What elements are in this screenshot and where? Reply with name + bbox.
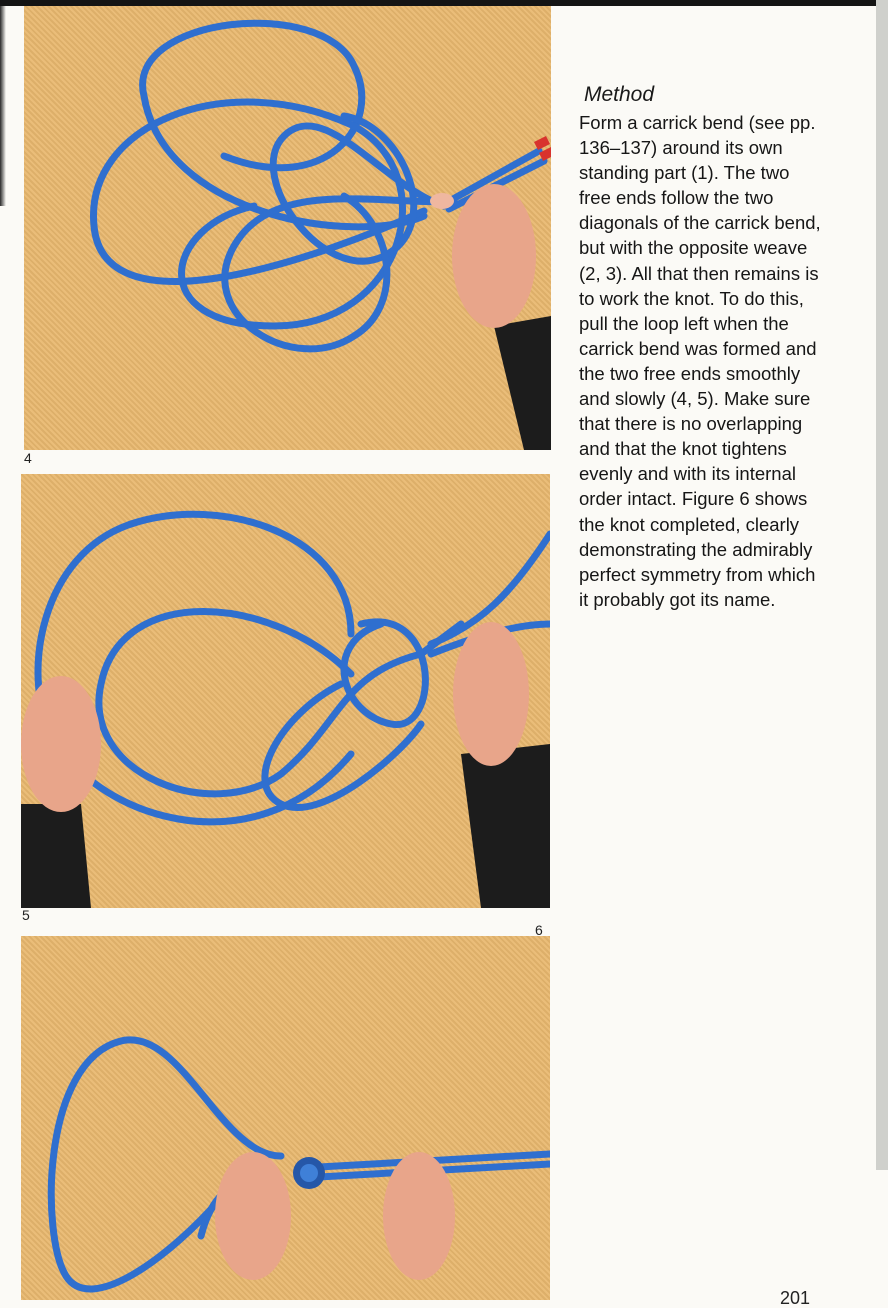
figure-4-illustration — [24, 6, 551, 450]
figure-5-label: 5 — [22, 907, 30, 923]
page-number: 201 — [780, 1288, 811, 1308]
figure-5-photo — [21, 474, 550, 908]
figure-4-label: 4 — [24, 450, 32, 466]
figure-5-illustration — [21, 474, 550, 908]
figure-4-photo — [24, 6, 551, 450]
page-edge-right — [876, 0, 888, 1170]
method-body-text: Form a carrick bend (see pp. 136–137) around its own standing part (1). The two free ends follow the two diagonals of the carrick bend, but with the opposite weave (2, 3). All that then remains is to work the knot. To do this, pull the loop left when the carrick bend was formed and the two free ends smoothly and slowly (4, 5). Make sure that there is no overlapping and that the knot tightens evenly and with its internal order intact. Figure 6 shows the knot completed, clearly demonstrating the admirably perfect symmetry from which it probably got its name. — [579, 112, 821, 610]
figure-6-label: 6 — [535, 922, 543, 938]
figure-6-illustration — [21, 936, 550, 1300]
method-heading: Method — [584, 83, 655, 106]
figure-6-photo — [21, 936, 550, 1300]
page-edge-left — [0, 6, 6, 206]
